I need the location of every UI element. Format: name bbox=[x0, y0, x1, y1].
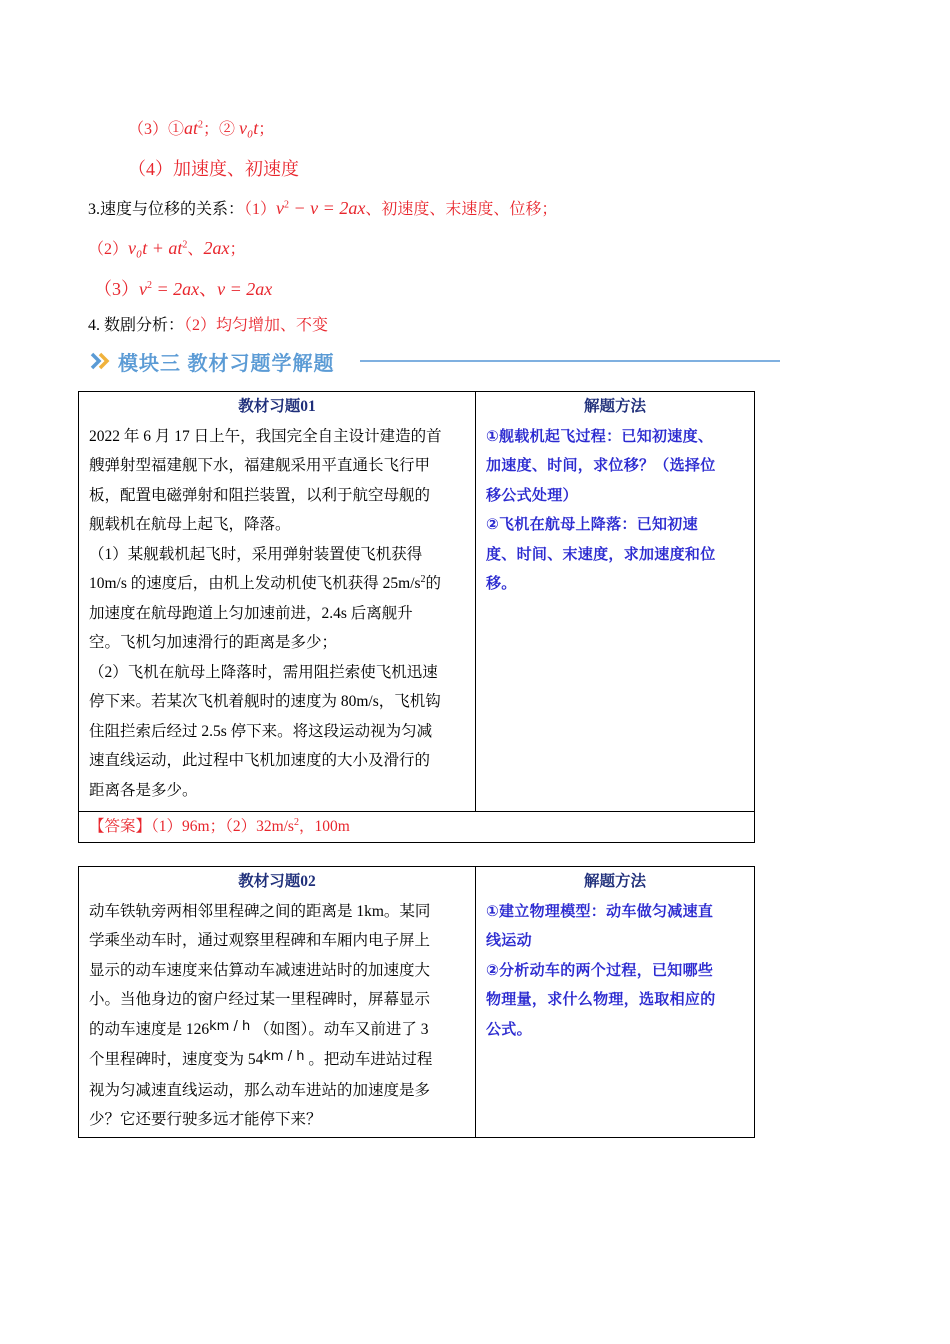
method-02-cell bbox=[476, 867, 755, 1138]
exercise-01-table bbox=[78, 391, 755, 843]
math-term: v = 2ax bbox=[217, 279, 273, 299]
body-line: 空。飞机匀加速滑行的距离是多少； bbox=[89, 634, 338, 651]
body-line bbox=[89, 1015, 465, 1046]
method-line: 物理量，求什么物理，选取相应的 bbox=[486, 990, 716, 1008]
body-text: （如图）。动车又前进了 3 bbox=[254, 1020, 429, 1038]
math-term: v bbox=[139, 279, 147, 299]
answer-01-cell bbox=[79, 812, 755, 843]
item-label: 3.速度与位移的关系： bbox=[88, 201, 245, 218]
answer-prefix: （3）① bbox=[128, 121, 185, 138]
body-text: 10m/s 的速度后，由机上发动机使飞机获得 25m/s bbox=[89, 575, 421, 592]
unit-kmh: km / h bbox=[209, 1018, 251, 1034]
suffix: ； bbox=[229, 241, 246, 258]
exercise-02-cell bbox=[79, 867, 476, 1138]
superscript: 2 bbox=[198, 119, 204, 131]
section-rule bbox=[360, 360, 780, 362]
answer-line-2b bbox=[88, 236, 245, 259]
exercise-01-title: 教材习题01 bbox=[238, 398, 316, 415]
answer-prefix: （1） bbox=[244, 201, 277, 218]
method-02-title: 解题方法 bbox=[583, 873, 646, 890]
body-line: 2022 年 6 月 17 日上午，我国完全自主设计建造的首 bbox=[89, 427, 442, 445]
method-01-cell bbox=[476, 392, 755, 812]
body-line bbox=[89, 1045, 465, 1076]
body-line: 板，配置电磁弹射和阻拦装置，以利于航空母舰的 bbox=[89, 486, 431, 504]
math-term: v₀t + at bbox=[128, 238, 183, 258]
method-line: ①建立物理模型：动车做匀减速直 bbox=[486, 901, 714, 920]
method-line: ②分析动车的两个过程，已知哪些 bbox=[486, 960, 714, 979]
body-text: 个里程碑时，速度变为 54 bbox=[89, 1051, 264, 1068]
data-analysis-line bbox=[88, 312, 328, 335]
math-term: v₀t bbox=[239, 118, 259, 138]
math-term: at bbox=[184, 118, 199, 138]
answer-prefix: （3） bbox=[94, 279, 139, 299]
math-term: 2ax bbox=[203, 238, 230, 258]
body-text: 的 bbox=[425, 575, 442, 592]
body-text: 的动车速度是 126 bbox=[89, 1020, 210, 1038]
body-line: 显示的动车速度来估算动车减速进站时的加速度大 bbox=[89, 961, 431, 979]
math-term: − v = 2ax bbox=[289, 198, 366, 218]
method-line: 移公式处理） bbox=[486, 485, 578, 504]
unit-kmh: km / h bbox=[263, 1049, 305, 1064]
superscript: 2 bbox=[284, 199, 290, 211]
body-line bbox=[89, 569, 465, 599]
method-line: ①舰载机起飞过程：已知初速度、 bbox=[486, 426, 714, 445]
answer-label: 【答案】 bbox=[89, 818, 152, 835]
separator: ；② bbox=[203, 121, 240, 138]
suffix: ； bbox=[258, 121, 275, 138]
exercise-02-table bbox=[78, 866, 755, 1138]
math-term: v bbox=[276, 198, 285, 218]
method-line: 公式。 bbox=[486, 1019, 532, 1038]
math-term: = 2ax bbox=[152, 279, 200, 299]
body-line: 速直线运动，此过程中飞机加速度的大小及滑行的 bbox=[89, 752, 431, 769]
method-line: ②飞机在航母上降落：已知初速 bbox=[486, 515, 698, 533]
body-line: 距离各是多少。 bbox=[89, 781, 198, 799]
superscript: 2 bbox=[182, 239, 188, 251]
method-01-title: 解题方法 bbox=[583, 398, 646, 415]
item-label: 4. 数剧分析： bbox=[88, 317, 185, 334]
body-line: （2）飞机在航母上降落时，需用阻拦索使飞机迅速 bbox=[89, 663, 438, 681]
exercise-02-title: 教材习题02 bbox=[238, 873, 316, 890]
answer-prefix: （2） bbox=[88, 241, 129, 258]
body-line: 少？它还要行驶多远才能停下来？ bbox=[89, 1111, 322, 1128]
answer-text: ，100m bbox=[298, 818, 350, 835]
body-line: 停下来。若某次飞机着舰时的速度为 80m/s，飞机钩 bbox=[89, 693, 441, 710]
body-line: 视为匀减速直线运动，那么动车进站的加速度是多 bbox=[89, 1081, 431, 1099]
body-line: 艘弹射型福建舰下水，福建舰采用平直通长飞行甲 bbox=[89, 457, 431, 474]
answer-line-4: （4）加速度、初速度 bbox=[128, 159, 299, 179]
superscript: 2 bbox=[293, 816, 299, 828]
section-title: 模块三 教材习题学解题 bbox=[118, 353, 335, 375]
method-line: 线运动 bbox=[486, 931, 532, 949]
body-text: 。把动车进站过程 bbox=[308, 1051, 433, 1068]
superscript: 2 bbox=[420, 573, 426, 585]
separator: 、 bbox=[199, 279, 218, 299]
answer-value: （2）均匀增加、不变 bbox=[184, 317, 329, 334]
answer-line-3 bbox=[128, 116, 274, 139]
body-line: （1）某舰载机起飞时，采用弹射装置使飞机获得 bbox=[89, 545, 423, 563]
method-line: 度、时间、末速度，求加速度和位 bbox=[486, 544, 716, 563]
body-line: 动车铁轨旁两相邻里程碑之间的距离是 1km。某同 bbox=[89, 902, 431, 920]
separator: 、 bbox=[187, 241, 204, 258]
answer-text: （1）96m；（2）32m/s bbox=[151, 818, 294, 835]
body-line: 住阻拦索后经过 2.5s 停下来。将这段运动视为匀减 bbox=[89, 722, 433, 740]
velocity-displacement-line bbox=[88, 196, 557, 219]
exercise-01-cell bbox=[79, 392, 476, 812]
body-line: 小。当他身边的窗户经过某一里程碑时，屏幕显示 bbox=[89, 991, 431, 1008]
section-banner bbox=[90, 346, 695, 376]
body-line: 加速度在航母跑道上匀加速前进，2.4s 后离舰升 bbox=[89, 604, 413, 622]
body-line: 学乘坐动车时，通过观察里程碑和车厢内电子屏上 bbox=[89, 932, 431, 949]
double-chevron-icon bbox=[90, 350, 112, 372]
suffix: 、初速度、末速度、位移； bbox=[365, 201, 558, 218]
method-line: 移。 bbox=[486, 574, 517, 592]
method-line: 加速度、时间，求位移？（选择位 bbox=[486, 456, 716, 474]
body-line: 舰载机在航母上起飞，降落。 bbox=[89, 516, 291, 533]
superscript: 2 bbox=[147, 280, 152, 291]
answer-line-3b bbox=[94, 275, 272, 301]
